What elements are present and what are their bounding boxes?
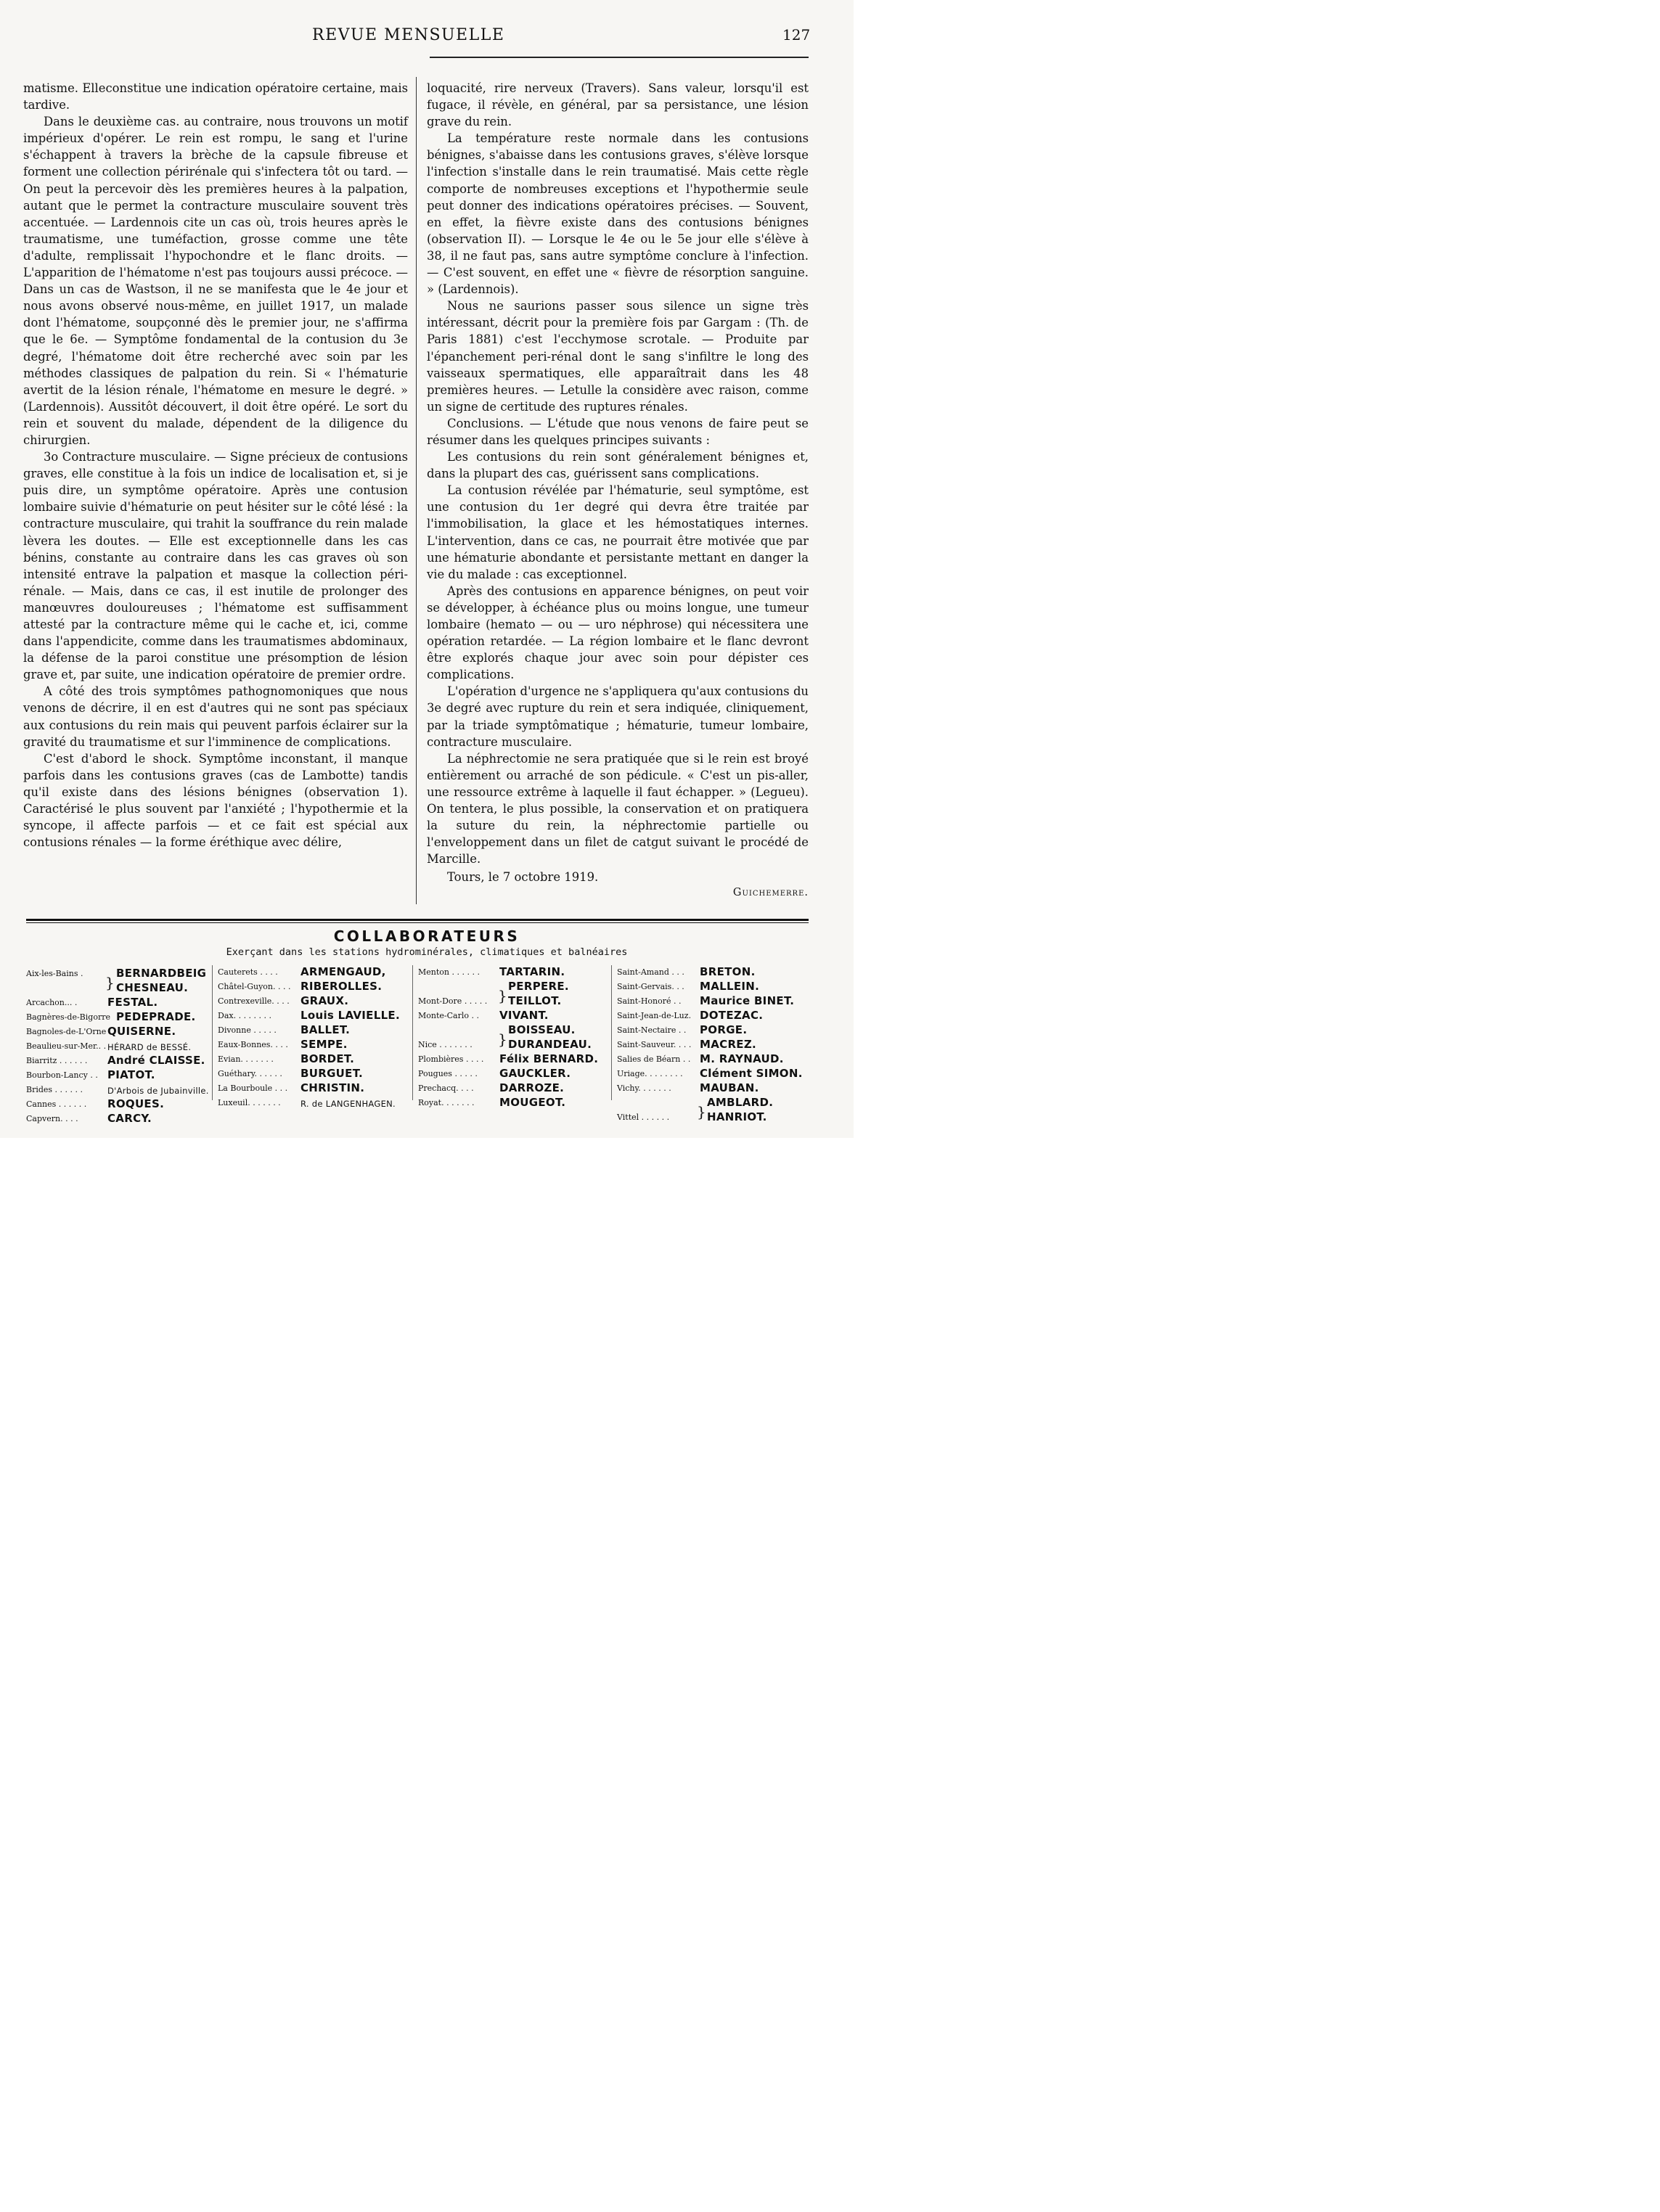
collaborateurs-title: COLLABORATEURS	[333, 927, 520, 945]
directory-entry	[418, 1065, 608, 1080]
doctor-name: BRETON.	[700, 965, 756, 978]
doctor-name: BALLET.	[300, 1023, 351, 1036]
doctor-name: VIVANT.	[499, 1009, 549, 1022]
doctor-name: CHRISTIN.	[300, 1081, 365, 1094]
paragraph: A côté des trois symptômes pathognomoniques que nous venons de décrire, il en est d'autres qui ne sont pas spéciaux aux contusions du rein mais qui peuvent parfois éclairer sur la gravité du traumatisme et sur l'imminence de complications.	[23, 684, 408, 749]
directory-entry	[26, 980, 210, 994]
doctor-name: PERPERE.	[508, 980, 569, 993]
doctor-name: Clément SIMON.	[700, 1067, 803, 1080]
directory-entry	[617, 1007, 807, 1022]
journal-page	[0, 0, 854, 1138]
directory-column-3	[418, 964, 608, 1109]
paragraph: L'opération d'urgence ne s'appliquera qu'aux contusions du 3e degré avec rupture du rein et sera indiquée, cliniquement, par la triade symptômatique ; hématurie, tumeur lombaire, contracture musculaire.	[427, 684, 809, 749]
doctor-name: BORDET.	[300, 1052, 355, 1065]
doctor-name: BURGUET.	[300, 1067, 363, 1080]
directory-entry	[218, 1065, 408, 1080]
station-name: Beaulieu-sur-Mer.. .	[26, 1041, 107, 1051]
doctor-name: PIATOT.	[107, 1068, 155, 1081]
station-name: Luxeuil. . . . . . .	[218, 1098, 281, 1107]
directory-entry	[26, 1052, 210, 1067]
doctor-name: Louis LAVIELLE.	[300, 1009, 400, 1022]
doctor-name: BERNARDBEIG	[116, 967, 207, 980]
directory-entry	[617, 1080, 807, 1094]
doctor-name: AMBLARD.	[707, 1096, 774, 1109]
directory-entry	[418, 1094, 608, 1109]
station-name: Guéthary. . . . . .	[218, 1069, 282, 1078]
directory-entry	[617, 1065, 807, 1080]
station-name: Saint-Nectaire . .	[617, 1025, 687, 1035]
station-name: Menton . . . . . .	[418, 967, 480, 977]
station-name: Saint-Jean-de-Luz.	[617, 1011, 692, 1020]
directory-entry	[218, 993, 408, 1007]
station-name: Aix-les-Bains .	[26, 969, 83, 978]
directory-entry	[617, 964, 807, 978]
paragraph: La température reste normale dans les contusions bénignes, s'abaisse dans les contusions graves, s'élève lorsque l'infection s'installe dans le rein traumatisé. Mais cette règle comporte de nombreuses exceptions et l'hypothermie seule peut donner des indications opératoires précises. — Souvent, en effet, la fièvre existe dans des contusions bénignes (observation II). — Lorsque le 4e ou le 5e jour elle s'élève à 38, il ne faut pas, sans autre symptôme conclure à l'infection. — C'est souvent, en effet une « fièvre de résorption sanguine. » (Lardennois).	[427, 131, 809, 297]
doctor-name: ARMENGAUD,	[300, 965, 386, 978]
directory-entry	[26, 1009, 210, 1023]
doctor-name: BOISSEAU.	[508, 1023, 576, 1036]
header-rule	[430, 57, 809, 58]
station-name: Saint-Sauveur. . . .	[617, 1040, 692, 1049]
directory-divider	[212, 965, 213, 1100]
station-name: Vichy. . . . . . .	[617, 1084, 671, 1093]
doctor-name: CARCY.	[107, 1112, 152, 1125]
directory-entry	[617, 1036, 807, 1051]
directory-entry	[418, 964, 608, 978]
directory-entry	[26, 994, 210, 1009]
station-name: Bagnoles-de-L'Orne	[26, 1027, 107, 1036]
right-text-column	[427, 80, 809, 901]
paragraph: C'est d'abord le shock. Symptôme inconstant, il manque parfois dans les contusions graves (cas de Lambotte) tandis qu'il existe dans des lésions bénignes (observation 1). Caractérisé le plus souvent par l'anxiété ; l'hypothermie et la syncope, il affecte parfois — et ce fait est spécial aux contusions rénales — la forme éréthique avec délire,	[23, 751, 408, 850]
directory-entry	[26, 1096, 210, 1110]
doctor-name: GRAUX.	[300, 994, 349, 1007]
station-name: Vittel . . . . . .	[617, 1113, 670, 1122]
paragraph: loquacité, rire nerveux (Travers). Sans valeur, lorsqu'il est fugace, il révèle, en général, par sa persistance, une lésion grave du rein.	[427, 81, 809, 129]
station-name: Bagnères-de-Bigorre	[26, 1012, 110, 1022]
directory-divider	[412, 965, 413, 1100]
column-divider	[416, 77, 417, 904]
paragraph: 3o Contracture musculaire. — Signe précieux de contusions graves, elle constitue à la fois un indice de localisation et, si je puis dire, un symptôme opératoire. Après une contusion lombaire suivie d'hématurie on peut hésiter sur le côté lésé : la contracture musculaire, qui trahit la souffrance du rein malade lèvera les doutes. — Elle est exceptionnelle dans les cas bénins, constante au contraire dans les cas graves où son intensité entrave la palpation et masque la collection péri-rénale. — Mais, dans ce cas, il est inutile de prolonger des manœuvres douloureuses ; l'hématome est suffisamment attesté par la contracture même qui le cache et, ici, comme dans l'appendicite, comme dans les traumatismes abdominaux, la défense de la paroi constitue une présomption de lésion grave et, par suite, une indication opératoire de premier ordre.	[23, 450, 408, 682]
page-number: 127	[782, 26, 811, 44]
doctor-name: TARTARIN.	[499, 965, 565, 978]
directory-entry	[418, 993, 608, 1007]
directory-divider	[611, 965, 612, 1100]
directory-entry	[218, 1051, 408, 1065]
directory-entry	[26, 1110, 210, 1125]
station-name: Royat. . . . . . .	[418, 1098, 475, 1107]
directory-entry	[218, 1036, 408, 1051]
brace-icon: }	[697, 1103, 706, 1121]
place-date: Tours, le 7 octobre 1919.	[447, 870, 599, 885]
station-name: Arcachon... .	[26, 998, 78, 1007]
doctor-name: ROQUES.	[107, 1097, 165, 1110]
station-name: Saint-Gervais. . .	[617, 982, 684, 991]
doctor-name: TEILLOT.	[508, 994, 562, 1007]
directory-entry	[418, 1080, 608, 1094]
directory-entry	[218, 1007, 408, 1022]
brace-icon: }	[498, 1031, 507, 1048]
station-name: Divonne . . . . .	[218, 1025, 277, 1035]
station-name: Cannes . . . . . .	[26, 1099, 87, 1109]
doctor-name: PEDEPRADE.	[116, 1010, 196, 1023]
directory-entry	[26, 1081, 210, 1096]
station-name: Châtel-Guyon. . . .	[218, 982, 291, 991]
directory-entry	[418, 1036, 608, 1051]
doctor-name: M. RAYNAUD.	[700, 1052, 784, 1065]
paragraph: Après des contusions en apparence bénignes, on peut voir se développer, à échéance plus ou moins longue, une tumeur lombaire (hemato — ou — uro néphrose) qui nécessitera une opération retardée. — La région lombaire et le flanc devront être explorés chaque jour avec soin pour dépister ces complications.	[427, 583, 809, 682]
author-signature: Guichemerre.	[732, 886, 809, 898]
doctor-name: Maurice BINET.	[700, 994, 795, 1007]
doctor-name: SEMPE.	[300, 1038, 348, 1051]
station-name: Nice . . . . . . .	[418, 1040, 473, 1049]
directory-entry	[218, 1080, 408, 1094]
station-name: La Bourboule . . .	[218, 1084, 288, 1093]
paragraph: matisme. Elleconstitue une indication opératoire certaine, mais tardive.	[23, 81, 408, 112]
doctor-name: MOUGEOT.	[499, 1096, 566, 1109]
station-name: Biarritz . . . . . .	[26, 1056, 88, 1065]
footer-rule-thin	[26, 922, 809, 923]
doctor-name: PORGE.	[700, 1023, 748, 1036]
footer-rule	[26, 919, 809, 921]
running-header: REVUE MENSUELLE	[312, 26, 505, 44]
station-name: Contrexeville. . . .	[218, 996, 290, 1006]
station-name: Brides . . . . . .	[26, 1085, 83, 1094]
station-name: Pougues . . . . .	[418, 1069, 478, 1078]
directory-column-1	[26, 964, 210, 1125]
doctor-name: Félix BERNARD.	[499, 1052, 599, 1065]
directory-entry	[218, 978, 408, 993]
directory-column-2	[218, 964, 408, 1109]
station-name: Monte-Carlo . .	[418, 1011, 479, 1020]
doctor-name: HÉRARD de BESSÉ.	[107, 1042, 192, 1052]
station-name: Saint-Honoré . .	[617, 996, 682, 1006]
station-name: Dax. . . . . . . .	[218, 1011, 272, 1020]
station-name: Saint-Amand . . .	[617, 967, 684, 977]
station-name: Prechacq. . . .	[418, 1084, 474, 1093]
station-name: Capvern. . . .	[26, 1114, 78, 1123]
doctor-name: MALLEIN.	[700, 980, 760, 993]
directory-entry	[218, 1094, 408, 1109]
station-name: Plombières . . . .	[418, 1054, 484, 1064]
doctor-name: MACREZ.	[700, 1038, 757, 1051]
station-name: Mont-Dore . . . . .	[418, 996, 488, 1006]
brace-icon: }	[105, 974, 115, 991]
doctor-name: R. de LANGENHAGEN.	[300, 1099, 396, 1109]
directory-entry	[418, 1051, 608, 1065]
doctor-name: RIBEROLLES.	[300, 980, 383, 993]
paragraph: Les contusions du rein sont généralement bénignes et, dans la plupart des cas, guérissent sans complications.	[427, 450, 809, 481]
station-name: Bourbon-Lancy . .	[26, 1070, 98, 1080]
station-name: Eaux-Bonnes. . . .	[218, 1040, 288, 1049]
directory-entry	[617, 1051, 807, 1065]
directory-entry	[218, 1022, 408, 1036]
directory-entry	[617, 978, 807, 993]
doctor-name: DURANDEAU.	[508, 1038, 592, 1051]
directory-entry	[26, 1023, 210, 1038]
collaborateurs-subtitle: Exerçant dans les stations hydrominérales, climatiques et balnéaires	[226, 946, 628, 958]
directory-entry	[617, 993, 807, 1007]
paragraph: La contusion révélée par l'hématurie, seul symptôme, est une contusion du 1er degré qui devra être traitée par l'immobilisation, la glace et les hémostatiques internes. L'intervention, dans ce cas, ne pourrait être motivée que par une hématurie abondante et persistante mettant en danger la vie du malade : cas exceptionnel.	[427, 483, 809, 581]
brace-icon: }	[498, 987, 507, 1004]
directory-entry	[617, 1022, 807, 1036]
station-name: Evian. . . . . . .	[218, 1054, 274, 1064]
directory-entry	[218, 964, 408, 978]
doctor-name: CHESNEAU.	[116, 981, 189, 994]
directory-entry	[617, 1109, 807, 1123]
doctor-name: MAUBAN.	[700, 1081, 759, 1094]
left-text-column	[23, 80, 408, 851]
station-name: Cauterets . . . .	[218, 967, 278, 977]
doctor-name: GAUCKLER.	[499, 1067, 571, 1080]
doctor-name: HANRIOT.	[707, 1110, 767, 1123]
paragraph: Dans le deuxième cas. au contraire, nous trouvons un motif impérieux d'opérer. Le rein est rompu, le sang et l'urine s'échappent à travers la brèche de la capsule fibreuse et forment une collection périrénale qui s'infectera tôt ou tard. — On peut la percevoir dès les premières heures à la palpation, autant que le permet la contracture musculaire souvent très accentuée. — Lardennois cite un cas où, trois heures après le traumatisme, une tuméfaction, grosse comme une tête d'adulte, remplissait l'hypochondre et le flanc droits. — L'apparition de l'hématome n'est pas toujours aussi précoce. — Dans un cas de Wastson, il ne se manifesta que le 4e jour et nous avons observé nous-même, en juillet 1917, un malade dont l'hématome, soupçonné dès le premier jour, ne s'affirma que le 6e. — Symptôme fondamental de la contusion du 3e degré, l'hématome doit être recherché avec soin par les méthodes classiques de palpation du rein. Si « l'hématurie avertit de la lésion rénale, l'hématome en mesure le degré. » (Lardennois). Aussitôt découvert, il doit être opéré. Le sort du rein et souvent du malade, dépendent de la diligence du chirurgien.	[23, 115, 408, 447]
doctor-name: DARROZE.	[499, 1081, 565, 1094]
conclusions-paragraph: Conclusions. — L'étude que nous venons de faire peut se résumer dans les quelques principes suivants :	[427, 416, 809, 447]
doctor-name: DOTEZAC.	[700, 1009, 764, 1022]
doctor-name: QUISERNE.	[107, 1025, 176, 1038]
directory-column-4	[617, 964, 807, 1123]
directory-entry	[26, 1067, 210, 1081]
paragraph: Nous ne saurions passer sous silence un signe très intéressant, décrit pour la première fois par Gargam : (Th. de Paris 1881) c'est l'ecchymose scrotale. — Produite par l'épanchement peri-rénal dont le sang s'infiltre le long des vaisseaux spermatiques, elle apparaîtrait dans les 48 premières heures. — Letulle la considère avec raison, comme un signe de certitude des ruptures rénales.	[427, 299, 809, 414]
doctor-name: D'Arbois de Jubainville.	[107, 1086, 209, 1096]
paragraph: La néphrectomie ne sera pratiquée que si le rein est broyé entièrement ou arraché de son pédicule. « C'est un pis-aller, une ressource extrême à laquelle il faut échapper. » (Legueu). On tentera, le plus possible, la conservation et on pratiquera la suture du rein, la néphrectomie partielle ou l'enveloppement dans un filet de catgut suivant le procédé de Marcille.	[427, 751, 809, 867]
doctor-name: FESTAL.	[107, 996, 158, 1009]
station-name: Salies de Béarn . .	[617, 1054, 691, 1064]
directory-entry	[418, 1007, 608, 1022]
station-name: Uriage. . . . . . . .	[617, 1069, 683, 1078]
doctor-name: André CLAISSE.	[107, 1054, 205, 1067]
directory-entry	[26, 1038, 210, 1052]
